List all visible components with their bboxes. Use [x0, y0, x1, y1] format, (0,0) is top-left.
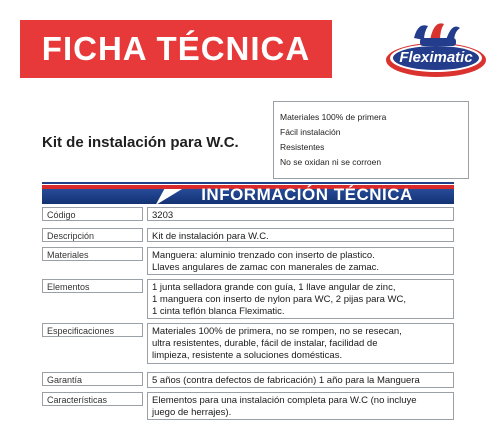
row-label: Especificaciones [42, 323, 143, 337]
fleximatic-logo [384, 16, 488, 84]
feature-item: Resistentes [280, 142, 325, 152]
row-label: Características [42, 392, 143, 406]
row-label: Descripción [42, 228, 143, 242]
row-label: Código [42, 207, 143, 221]
product-title: Kit de instalación para W.C. [42, 134, 239, 151]
row-value: Materiales 100% de primera, no se rompen, no se resecan, ultra resistentes, durable, fácil de instalar, facilidad de limpieza, resistente a soluciones domésticas. [147, 323, 454, 364]
info-section-title: INFORMACIÓN TÉCNICA [201, 185, 413, 204]
ficha-tecnica-banner [20, 20, 332, 78]
row-value: Elementos para una instalación completa para W.C (no incluye juego de herrajes). [147, 392, 454, 420]
feature-item: No se oxidan ni se corroen [280, 157, 382, 167]
row-label: Elementos [42, 279, 143, 293]
row-label: Materiales [42, 247, 143, 261]
page-title: FICHA TÉCNICA [41, 30, 311, 67]
row-value: 1 junta selladora grande con guía, 1 llave angular de zinc, 1 manguera con inserto de nylon para WC, 2 pijas para WC, 1 cinta teflón blanca Fleximatic. [147, 279, 454, 319]
row-value: Manguera: aluminio trenzado con inserto de plastico. Llaves angulares de zamac con manerales de zamac. [147, 247, 454, 275]
features-box [273, 101, 469, 179]
row-value: 5 años (contra defectos de fabricación) 1 año para la Manguera [147, 372, 454, 388]
row-value: 3203 [147, 207, 454, 221]
brand-name: Fleximatic [399, 49, 473, 66]
feature-item: Fácil instalación [280, 127, 341, 137]
row-label: Garantía [42, 372, 143, 386]
row-value: Kit de instalación para W.C. [147, 228, 454, 242]
info-bar-left-block [42, 189, 178, 204]
feature-item: Materiales 100% de primera [280, 112, 387, 122]
